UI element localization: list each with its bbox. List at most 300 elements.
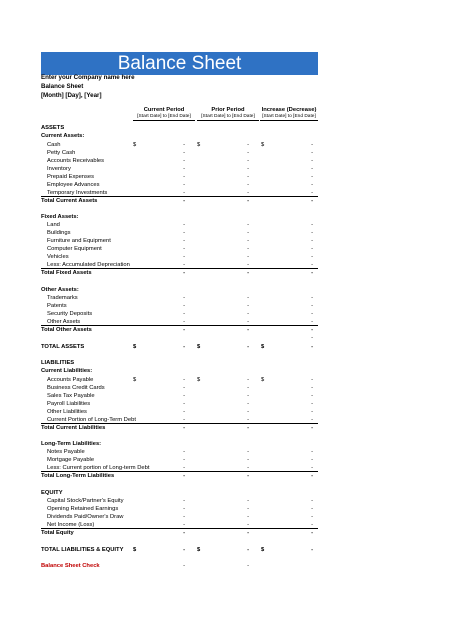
page-title: Balance Sheet <box>41 52 318 75</box>
cell-value: - <box>247 303 249 309</box>
row-label: Sales Tax Payable <box>47 393 95 399</box>
row-label: Other Assets: <box>41 287 79 293</box>
value-cell <box>133 237 185 245</box>
value-cell <box>261 562 313 570</box>
cell-value: - <box>183 547 185 553</box>
row-label: Land <box>47 222 60 228</box>
cell-value: - <box>247 198 249 204</box>
table-row <box>41 124 318 132</box>
currency-symbol: $ <box>197 142 201 148</box>
row-label: Total Long-Term Liabilities <box>41 473 115 479</box>
value-cell <box>133 253 185 261</box>
value-cell <box>261 513 313 521</box>
table-row <box>41 529 318 537</box>
value-cell <box>133 181 185 189</box>
value-cell <box>133 149 185 157</box>
value-cell <box>261 384 313 392</box>
value-cell <box>261 334 313 342</box>
cell-value: - <box>247 142 249 148</box>
value-cell <box>261 229 313 237</box>
table-row <box>41 400 318 408</box>
row-label: Business Credit Cards <box>47 385 105 391</box>
row-label: Inventory <box>47 166 71 172</box>
value-cell <box>133 376 185 384</box>
value-cell <box>261 472 313 480</box>
row-label: Capital Stock/Partner's Equity <box>47 498 124 504</box>
cell-value: - <box>183 166 185 172</box>
value-cell <box>197 400 249 408</box>
table-row <box>41 157 318 165</box>
value-cell <box>261 294 313 302</box>
cell-value: - <box>311 166 313 172</box>
value-cell <box>133 513 185 521</box>
value-cell <box>261 440 313 448</box>
value-cell <box>197 489 249 497</box>
value-cell <box>261 237 313 245</box>
value-cell <box>133 197 185 205</box>
table-row <box>41 269 318 277</box>
value-cell <box>133 408 185 416</box>
cell-value: - <box>311 457 313 463</box>
value-cell <box>261 149 313 157</box>
row-label: Other Assets <box>47 319 81 325</box>
cell-value: - <box>311 254 313 260</box>
value-cell <box>261 286 313 294</box>
cell-value: - <box>247 498 249 504</box>
table-row <box>41 173 318 181</box>
cell-value: - <box>247 344 249 350</box>
table-row <box>41 229 318 237</box>
row-label: Employee Advances <box>47 182 100 188</box>
cell-value: - <box>183 254 185 260</box>
value-cell <box>197 253 249 261</box>
cell-value: - <box>311 449 313 455</box>
value-cell <box>133 489 185 497</box>
cell-value: - <box>311 262 313 268</box>
table-row <box>41 181 318 189</box>
cell-value: - <box>311 530 313 536</box>
cell-value: - <box>183 401 185 407</box>
value-cell <box>197 384 249 392</box>
value-cell <box>197 529 249 537</box>
cell-value: - <box>247 377 249 383</box>
value-cell <box>133 302 185 310</box>
cell-value: - <box>247 563 249 569</box>
value-cell <box>261 141 313 149</box>
value-cell <box>261 326 313 334</box>
table-row <box>41 456 318 464</box>
value-cell <box>197 173 249 181</box>
cell-value: - <box>247 457 249 463</box>
row-label: Total Other Assets <box>41 327 92 333</box>
row-label: Accounts Receivables <box>47 158 105 164</box>
currency-symbol: $ <box>197 344 201 350</box>
row-label: Current Liabilities: <box>41 368 93 374</box>
value-cell <box>133 173 185 181</box>
table-row <box>41 141 318 149</box>
cell-value: - <box>247 409 249 415</box>
value-cell <box>133 546 185 554</box>
value-cell <box>133 505 185 513</box>
cell-value: - <box>247 417 249 423</box>
value-cell <box>197 197 249 205</box>
value-cell <box>261 132 313 140</box>
value-cell <box>133 343 185 351</box>
cell-value: - <box>247 190 249 196</box>
table-row <box>41 440 318 448</box>
table-row <box>41 294 318 302</box>
cell-value: - <box>311 417 313 423</box>
cell-value: - <box>311 522 313 528</box>
cell-value: - <box>247 174 249 180</box>
cell-value: - <box>311 295 313 301</box>
cell-value: - <box>183 425 185 431</box>
cell-value: - <box>311 377 313 383</box>
cell-value: - <box>247 311 249 317</box>
value-cell <box>261 489 313 497</box>
row-label: TOTAL LIABILITIES & EQUITY <box>41 547 124 553</box>
value-cell <box>261 546 313 554</box>
cell-value: - <box>247 270 249 276</box>
row-label: Total Current Liabilities <box>41 425 106 431</box>
row-label: Less: Current portion of Long-term Debt <box>47 465 150 471</box>
row-label: Mortgage Payable <box>47 457 95 463</box>
cell-value: - <box>183 498 185 504</box>
cell-value: - <box>311 465 313 471</box>
row-label: Current Portion of Long-Term Debt <box>47 417 136 423</box>
row-label: Dividends Paid/Owner's Draw <box>47 514 124 520</box>
cell-value: - <box>311 498 313 504</box>
cell-value: - <box>311 327 313 333</box>
table-row <box>41 546 318 554</box>
cell-value: - <box>183 377 185 383</box>
value-cell <box>197 149 249 157</box>
cell-value: - <box>183 303 185 309</box>
cell-value: - <box>183 311 185 317</box>
value-cell <box>197 497 249 505</box>
value-cell <box>133 440 185 448</box>
value-cell <box>197 359 249 367</box>
value-cell <box>261 197 313 205</box>
value-cell <box>197 367 249 375</box>
value-cell <box>261 124 313 132</box>
value-cell <box>197 181 249 189</box>
currency-symbol: $ <box>197 377 201 383</box>
value-cell <box>261 245 313 253</box>
value-cell <box>197 440 249 448</box>
value-cell <box>197 286 249 294</box>
row-label: Cash <box>47 142 61 148</box>
cell-value: - <box>247 295 249 301</box>
cell-value: - <box>183 142 185 148</box>
cell-value: - <box>183 385 185 391</box>
value-cell <box>261 157 313 165</box>
report-date: [Month] [Day], [Year] <box>41 92 102 99</box>
cell-value: - <box>311 393 313 399</box>
currency-symbol: $ <box>133 344 137 350</box>
cell-value: - <box>183 409 185 415</box>
cell-value: - <box>183 238 185 244</box>
cell-value: - <box>247 425 249 431</box>
cell-value: - <box>247 530 249 536</box>
value-cell <box>133 367 185 375</box>
table-row <box>41 245 318 253</box>
value-cell <box>133 472 185 480</box>
value-cell <box>197 310 249 318</box>
cell-value: - <box>247 506 249 512</box>
row-label: Long-Term Liabilities: <box>41 441 102 447</box>
column-subheader-current: [Start Date] to [End Date] <box>133 114 195 121</box>
cell-value: - <box>183 327 185 333</box>
row-label: EQUITY <box>41 490 63 496</box>
row-label: LIABILITIES <box>41 360 75 366</box>
table-row <box>41 221 318 229</box>
row-label: Furniture and Equipment <box>47 238 111 244</box>
value-cell <box>261 367 313 375</box>
cell-value: - <box>247 166 249 172</box>
cell-value: - <box>183 295 185 301</box>
value-cell <box>133 310 185 318</box>
cell-value: - <box>311 506 313 512</box>
cell-value: - <box>311 319 313 325</box>
value-cell <box>197 237 249 245</box>
row-label: Net Income (Loss) <box>47 522 95 528</box>
value-cell <box>133 384 185 392</box>
value-cell <box>261 505 313 513</box>
row-label: Computer Equipment <box>47 246 102 252</box>
value-cell <box>197 269 249 277</box>
cell-value: - <box>247 262 249 268</box>
table-row <box>41 513 318 521</box>
cell-value: - <box>311 473 313 479</box>
row-label: Fixed Assets: <box>41 214 79 220</box>
company-name: Enter your Company name here <box>41 74 135 81</box>
value-cell <box>133 141 185 149</box>
cell-value: - <box>311 335 313 341</box>
value-cell <box>133 562 185 570</box>
table-row <box>41 237 318 245</box>
cell-value: - <box>247 401 249 407</box>
table-row <box>41 343 318 351</box>
cell-value: - <box>183 198 185 204</box>
cell-value: - <box>183 246 185 252</box>
value-cell <box>197 513 249 521</box>
row-label: Patents <box>47 303 67 309</box>
currency-symbol: $ <box>133 142 137 148</box>
value-cell <box>197 334 249 342</box>
cell-value: - <box>311 401 313 407</box>
cell-value: - <box>247 465 249 471</box>
table-row <box>41 310 318 318</box>
column-header-change: Increase (Decrease) <box>261 107 317 113</box>
table-row <box>41 472 318 480</box>
value-cell <box>261 392 313 400</box>
value-cell <box>197 392 249 400</box>
cell-value: - <box>183 230 185 236</box>
cell-value: - <box>183 473 185 479</box>
cell-value: - <box>311 158 313 164</box>
cell-value: - <box>247 158 249 164</box>
value-cell <box>197 562 249 570</box>
value-cell <box>197 124 249 132</box>
cell-value: - <box>311 222 313 228</box>
cell-value: - <box>183 417 185 423</box>
cell-value: - <box>247 547 249 553</box>
currency-symbol: $ <box>261 142 265 148</box>
table-row <box>41 448 318 456</box>
table-row <box>41 334 318 342</box>
row-label: Vehicles <box>47 254 69 260</box>
table-row <box>41 424 318 432</box>
cell-value: - <box>247 393 249 399</box>
cell-value: - <box>183 222 185 228</box>
value-cell <box>197 343 249 351</box>
value-cell <box>133 392 185 400</box>
value-cell <box>197 448 249 456</box>
cell-value: - <box>247 449 249 455</box>
row-label: Total Fixed Assets <box>41 270 92 276</box>
table-row <box>41 132 318 140</box>
table-row <box>41 505 318 513</box>
row-label: Total Current Assets <box>41 198 98 204</box>
cell-value: - <box>311 409 313 415</box>
cell-value: - <box>247 319 249 325</box>
cell-value: - <box>183 457 185 463</box>
value-cell <box>133 132 185 140</box>
value-cell <box>197 376 249 384</box>
table-row <box>41 326 318 334</box>
value-cell <box>133 269 185 277</box>
cell-value: - <box>311 246 313 252</box>
value-cell <box>133 400 185 408</box>
column-subheader-change: [Start Date] to [End Date] <box>260 114 318 121</box>
value-cell <box>261 456 313 464</box>
cell-value: - <box>183 393 185 399</box>
value-cell <box>261 310 313 318</box>
cell-value: - <box>247 385 249 391</box>
value-cell <box>261 376 313 384</box>
cell-value: - <box>183 522 185 528</box>
value-cell <box>133 294 185 302</box>
column-header-prior: Prior Period <box>211 107 245 113</box>
value-cell <box>261 408 313 416</box>
cell-value: - <box>247 238 249 244</box>
cell-value: - <box>183 506 185 512</box>
table-row <box>41 367 318 375</box>
document-subtitle: Balance Sheet <box>41 83 84 90</box>
currency-symbol: $ <box>261 344 265 350</box>
row-label: Notes Payable <box>47 449 85 455</box>
value-cell <box>133 221 185 229</box>
value-cell <box>197 424 249 432</box>
cell-value: - <box>183 182 185 188</box>
value-cell <box>261 400 313 408</box>
row-label: Opening Retained Earnings <box>47 506 119 512</box>
row-label: Less: Accumulated Depreciation <box>47 262 130 268</box>
value-cell <box>261 253 313 261</box>
cell-value: - <box>311 238 313 244</box>
value-cell <box>197 302 249 310</box>
cell-value: - <box>183 174 185 180</box>
value-cell <box>197 229 249 237</box>
currency-symbol: $ <box>133 547 137 553</box>
value-cell <box>133 448 185 456</box>
value-cell <box>261 165 313 173</box>
value-cell <box>197 294 249 302</box>
cell-value: - <box>311 182 313 188</box>
row-label: Buildings <box>47 230 71 236</box>
value-cell <box>133 497 185 505</box>
value-cell <box>261 213 313 221</box>
cell-value: - <box>247 514 249 520</box>
value-cell <box>133 286 185 294</box>
value-cell <box>261 173 313 181</box>
row-label: Accounts Payable <box>47 377 94 383</box>
value-cell <box>197 132 249 140</box>
cell-value: - <box>311 270 313 276</box>
cell-value: - <box>247 327 249 333</box>
currency-symbol: $ <box>261 547 265 553</box>
value-cell <box>261 424 313 432</box>
value-cell <box>261 269 313 277</box>
cell-value: - <box>311 142 313 148</box>
value-cell <box>133 326 185 334</box>
value-cell <box>197 157 249 165</box>
cell-value: - <box>311 230 313 236</box>
value-cell <box>197 546 249 554</box>
cell-value: - <box>183 190 185 196</box>
row-label: TOTAL ASSETS <box>41 344 85 350</box>
cell-value: - <box>247 246 249 252</box>
value-cell <box>261 181 313 189</box>
row-label: Prepaid Expenses <box>47 174 95 180</box>
currency-symbol: $ <box>133 377 137 383</box>
cell-value: - <box>247 222 249 228</box>
value-cell <box>133 213 185 221</box>
row-label: ASSETS <box>41 125 65 131</box>
cell-value: - <box>311 344 313 350</box>
table-row <box>41 408 318 416</box>
row-label: Current Assets: <box>41 133 85 139</box>
value-cell <box>197 141 249 149</box>
cell-value: - <box>311 150 313 156</box>
cell-value: - <box>183 563 185 569</box>
row-label: Total Equity <box>41 530 74 536</box>
currency-symbol: $ <box>261 377 265 383</box>
cell-value: - <box>311 425 313 431</box>
value-cell <box>133 229 185 237</box>
table-row <box>41 359 318 367</box>
cell-value: - <box>183 514 185 520</box>
value-cell <box>133 165 185 173</box>
value-cell <box>197 326 249 334</box>
value-cell <box>133 456 185 464</box>
row-label: Other Liabilities <box>47 409 87 415</box>
row-label: Temporary Investments <box>47 190 108 196</box>
value-cell <box>197 245 249 253</box>
value-cell <box>261 448 313 456</box>
table-row <box>41 562 318 570</box>
cell-value: - <box>183 449 185 455</box>
value-cell <box>133 334 185 342</box>
cell-value: - <box>311 303 313 309</box>
value-cell <box>197 472 249 480</box>
table-row <box>41 497 318 505</box>
value-cell <box>261 343 313 351</box>
cell-value: - <box>247 254 249 260</box>
cell-value: - <box>183 150 185 156</box>
row-label: Trademarks <box>47 295 78 301</box>
